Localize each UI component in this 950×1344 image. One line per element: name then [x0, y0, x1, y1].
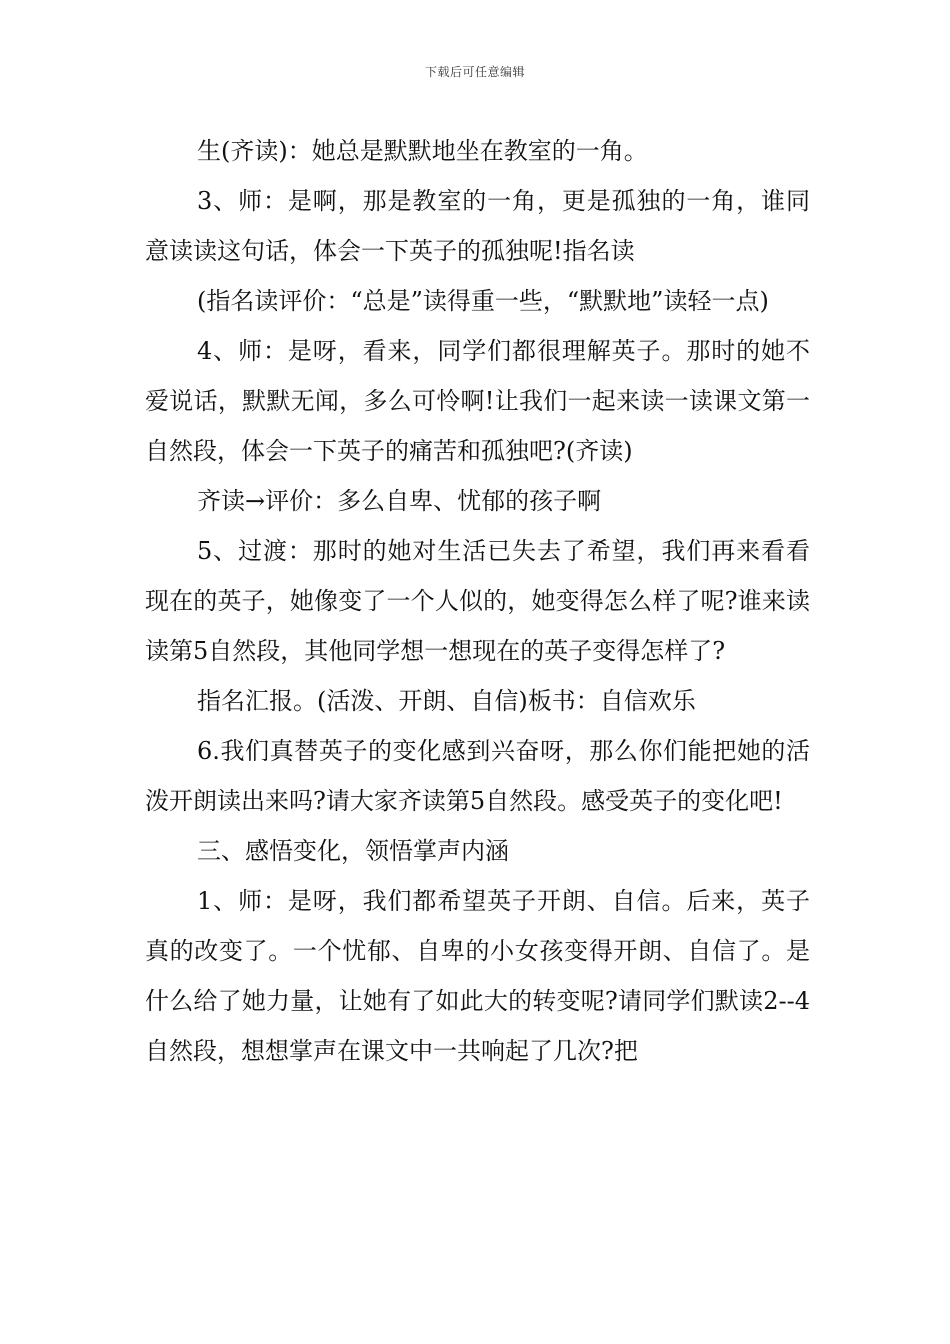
page-header: 下载后可任意编辑	[424, 65, 525, 79]
paragraph-4: 4、师：是呀，看来，同学们都很理解英子。那时的她不爱说话，默默无闻，多么可怜啊!让我们一起来读一读课文第一自然段，体会一下英子的痛苦和孤独吧?(齐读)	[145, 337, 810, 465]
paragraph-8: 6.我们真替英子的变化感到兴奋呀，那么你们能把她的活泼开朗读出来吗?请大家齐读第5自然段。感受英子的变化吧!	[145, 737, 810, 815]
section-heading: 三、感悟变化，领悟掌声内涵	[197, 837, 509, 865]
paragraph-1: 生(齐读)：她总是默默地坐在教室的一角。	[197, 137, 648, 165]
paragraph-6: 5、过渡：那时的她对生活已失去了希望，我们再来看看现在的英子，她像变了一个人似的，她变得怎么样了呢?谁来读读第5自然段，其他同学想一想现在的英子变得怎样了?	[145, 537, 810, 665]
paragraph-5: 齐读→评价：多么自卑、忧郁的孩子啊	[197, 487, 602, 515]
paragraph-3: (指名读评价：“总是”读得重一些，“默默地”读轻一点)	[197, 287, 769, 315]
paragraph-7: 指名汇报。(活泼、开朗、自信)板书：自信欢乐	[197, 687, 696, 715]
paragraph-2: 3、师：是啊，那是教室的一角，更是孤独的一角，谁同意读读这句话，体会一下英子的孤独呢!指名读	[145, 187, 810, 265]
paragraph-10: 1、师：是呀，我们都希望英子开朗、自信。后来，英子真的改变了。一个忧郁、自卑的小女孩变得开朗、自信了。是什么给了她力量，让她有了如此大的转变呢?请同学们默读2--4自然段，想想掌声在课文中一共响起了几次?把	[145, 887, 810, 1065]
document-body	[145, 126, 810, 1076]
